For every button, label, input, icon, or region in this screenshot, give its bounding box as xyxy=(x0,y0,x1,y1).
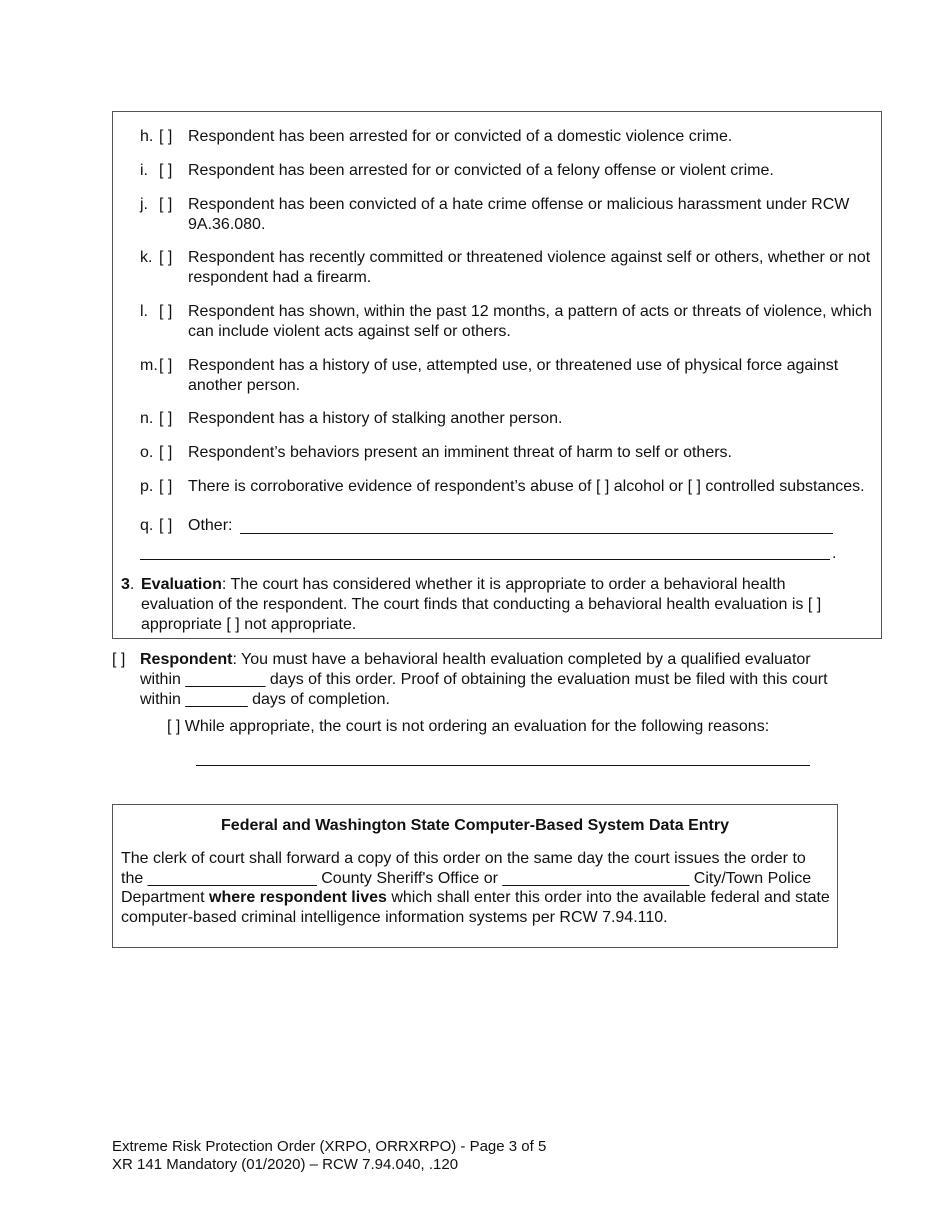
checkbox[interactable]: [ ] xyxy=(159,128,173,145)
item-label: l. xyxy=(140,303,148,320)
item-label: o. xyxy=(140,444,154,461)
checkbox[interactable]: [ ] xyxy=(159,196,173,213)
checkbox[interactable]: [ ] xyxy=(159,517,173,534)
while-checkbox[interactable]: [ ] xyxy=(167,718,181,735)
other-input-line[interactable] xyxy=(240,533,833,534)
days-blank[interactable]: _________ xyxy=(185,671,266,688)
evaluation-text: Evaluation: The court has considered whether it is appropriate to order a behavioral health evaluation of the respondent. The court finds that conducting a behavioral health evaluation is [ ] appropriate [ ] not appropriate. xyxy=(141,576,822,633)
item-label: p. xyxy=(140,478,154,495)
checkbox[interactable]: [ ] xyxy=(159,249,173,266)
finding-h xyxy=(140,127,875,147)
finding-k xyxy=(140,248,875,288)
item-label: m. xyxy=(140,357,158,374)
checkbox[interactable]: [ ] xyxy=(159,444,173,461)
item-text: Respondent’s behaviors present an imminent threat of harm to self or others. xyxy=(188,444,732,461)
line-period: . xyxy=(832,545,837,562)
respondent-text: Respondent: You must have a behavioral health evaluation completed by a qualified evaluator within _________ days of this order. Proof of obtaining the evaluation must be filed with this court within _______ days of completion. xyxy=(140,651,828,708)
item-text: Respondent has been arrested for or convicted of a felony offense or violent crime. xyxy=(188,162,774,179)
finding-l xyxy=(140,302,875,342)
respondent-checkbox[interactable]: [ ] xyxy=(112,651,126,668)
item-label: j. xyxy=(140,196,148,213)
finding-j xyxy=(140,195,875,235)
data-entry-box xyxy=(112,804,838,948)
respondent-order xyxy=(112,650,832,710)
appropriate-checkbox[interactable]: [ ] xyxy=(807,596,822,613)
county-blank[interactable]: ___________________ xyxy=(147,869,317,887)
item-text: Respondent has shown, within the past 12 months, a pattern of acts or threats of violence, which can include violent acts against self or others. xyxy=(188,303,872,340)
footer-line-1: Extreme Risk Protection Order (XRPO, ORRXRPO) - Page 3 of 5 xyxy=(112,1138,547,1155)
respondent-heading: Respondent xyxy=(140,651,233,668)
checkbox[interactable]: [ ] xyxy=(159,357,173,374)
substances-checkbox[interactable]: [ ] xyxy=(687,478,701,495)
item-text: Respondent has been convicted of a hate crime offense or malicious harassment under RCW 9A.36.080. xyxy=(188,196,850,233)
completion-days-blank[interactable]: _______ xyxy=(185,691,248,708)
not-appropriate-checkbox[interactable]: [ ] xyxy=(226,616,240,633)
evaluation-heading: Evaluation xyxy=(141,576,222,593)
section-number: 3. xyxy=(121,576,135,593)
while-appropriate xyxy=(167,717,867,737)
finding-i xyxy=(140,161,875,181)
reasons-input-line[interactable] xyxy=(196,765,810,766)
evaluation-section xyxy=(121,575,861,635)
finding-m xyxy=(140,356,875,396)
item-label: k. xyxy=(140,249,153,266)
footer-line-2: XR 141 Mandatory (01/2020) – RCW 7.94.040, .120 xyxy=(112,1156,459,1173)
finding-p xyxy=(140,477,875,497)
item-text: There is corroborative evidence of respondent’s abuse of [ ] alcohol or [ ] controlled substances. xyxy=(188,478,865,495)
checkbox[interactable]: [ ] xyxy=(159,162,173,179)
item-label: i. xyxy=(140,162,148,179)
checkbox[interactable]: [ ] xyxy=(159,303,173,320)
checkbox[interactable]: [ ] xyxy=(159,410,173,427)
item-text: Respondent has recently committed or threatened violence against self or others, whether or not respondent had a firearm. xyxy=(188,249,871,286)
other-input-line-2[interactable] xyxy=(140,559,830,560)
item-text: Respondent has been arrested for or convicted of a domestic violence crime. xyxy=(188,128,733,145)
item-label: n. xyxy=(140,410,154,427)
alcohol-checkbox[interactable]: [ ] xyxy=(595,478,610,495)
item-text: Other: xyxy=(188,517,233,534)
item-text: Respondent has a history of stalking another person. xyxy=(188,410,563,427)
data-entry-title: Federal and Washington State Computer-Based System Data Entry xyxy=(221,817,729,834)
item-label: h. xyxy=(140,128,154,145)
item-text: Respondent has a history of use, attempted use, or threatened use of physical force against another person. xyxy=(188,357,839,394)
item-label: q. xyxy=(140,517,154,534)
while-text: While appropriate, the court is not ordering an evaluation for the following reasons: xyxy=(184,718,770,735)
checkbox[interactable]: [ ] xyxy=(159,478,173,495)
data-entry-text: The clerk of court shall forward a copy of this order on the same day the court issues the order to the ___________________ County Sheriff's Office or _____________________ City/Town Police Department where respondent lives which shall enter this order into the available federal and state computer-based criminal intelligence information systems per RCW 7.94.110. xyxy=(121,850,830,926)
city-blank[interactable]: _____________________ xyxy=(502,869,690,887)
finding-n xyxy=(140,409,875,429)
finding-o xyxy=(140,443,875,463)
page-footer xyxy=(112,1138,546,1174)
